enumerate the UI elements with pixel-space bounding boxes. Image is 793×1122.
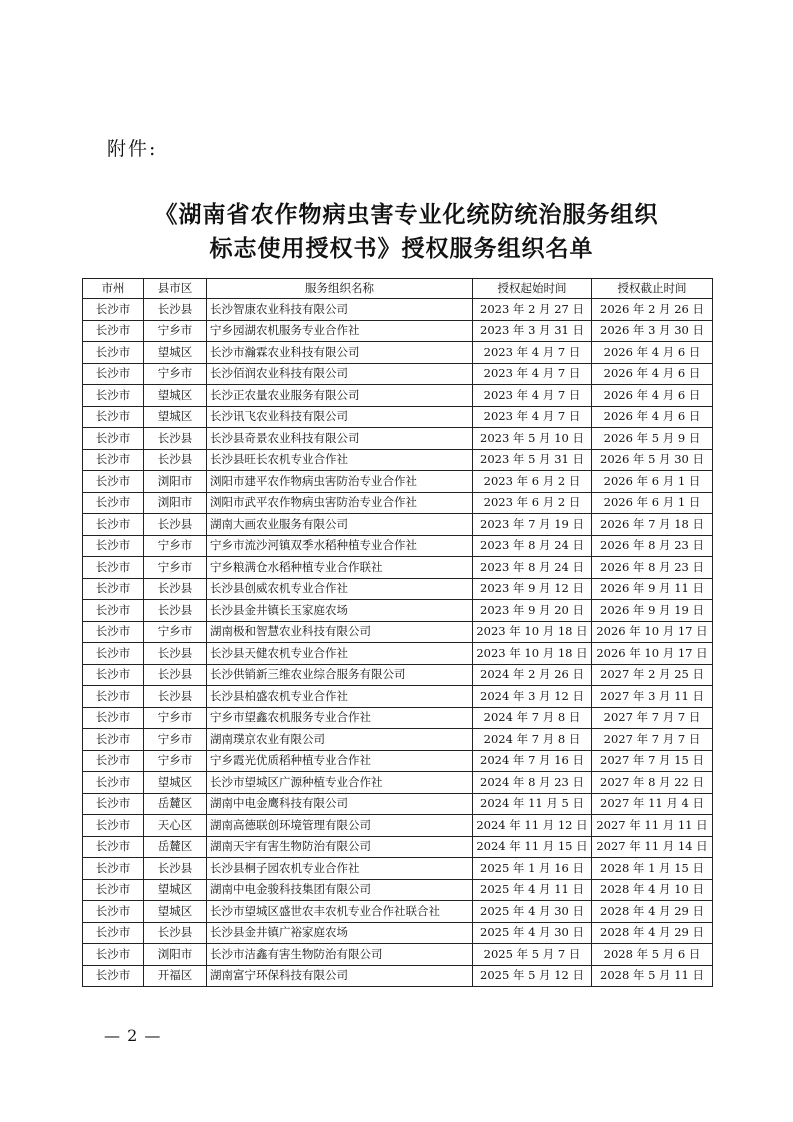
cell-city: 长沙市 [83, 815, 144, 837]
table-row [83, 385, 713, 407]
cell-organization: 宁乡园湖农机服务专业合作社 [207, 320, 473, 342]
table-row [83, 729, 713, 751]
cell-organization: 宁乡市流沙河镇双季水稻种植专业合作社 [207, 535, 473, 557]
cell-start-date: 2024 年 2 月 26 日 [473, 664, 592, 686]
cell-organization: 长沙市望城区盛世农丰农机专业合作社联合社 [207, 901, 473, 923]
cell-start-date: 2023 年 8 月 24 日 [473, 535, 592, 557]
cell-organization: 宁乡粮满仓水稻种植专业合作联社 [207, 557, 473, 579]
cell-organization: 湖南中电金骏科技集团有限公司 [207, 879, 473, 901]
cell-end-date: 2026 年 7 月 18 日 [592, 514, 713, 536]
cell-end-date: 2028 年 4 月 29 日 [592, 922, 713, 944]
cell-county: 长沙县 [144, 686, 207, 708]
cell-county: 宁乡市 [144, 621, 207, 643]
cell-city: 长沙市 [83, 707, 144, 729]
cell-city: 长沙市 [83, 772, 144, 794]
cell-end-date: 2026 年 2 月 26 日 [592, 299, 713, 321]
cell-start-date: 2023 年 10 月 18 日 [473, 643, 592, 665]
cell-organization: 湖南天宇有害生物防治有限公司 [207, 836, 473, 858]
cell-county: 望城区 [144, 385, 207, 407]
cell-county: 宁乡市 [144, 557, 207, 579]
cell-organization: 长沙市洁鑫有害生物防治有限公司 [207, 944, 473, 966]
cell-start-date: 2023 年 8 月 24 日 [473, 557, 592, 579]
table-row [83, 858, 713, 880]
cell-end-date: 2027 年 7 月 7 日 [592, 707, 713, 729]
cell-city: 长沙市 [83, 729, 144, 751]
table-row [83, 922, 713, 944]
cell-start-date: 2023 年 4 月 7 日 [473, 342, 592, 364]
cell-county: 宁乡市 [144, 707, 207, 729]
cell-start-date: 2023 年 4 月 7 日 [473, 406, 592, 428]
cell-end-date: 2027 年 2 月 25 日 [592, 664, 713, 686]
cell-organization: 湖南中电金鹰科技有限公司 [207, 793, 473, 815]
cell-end-date: 2028 年 4 月 29 日 [592, 901, 713, 923]
cell-end-date: 2026 年 4 月 6 日 [592, 406, 713, 428]
cell-city: 长沙市 [83, 793, 144, 815]
cell-county: 望城区 [144, 342, 207, 364]
cell-organization: 湖南大画农业服务有限公司 [207, 514, 473, 536]
cell-end-date: 2028 年 4 月 10 日 [592, 879, 713, 901]
cell-city: 长沙市 [83, 428, 144, 450]
cell-end-date: 2026 年 3 月 30 日 [592, 320, 713, 342]
table-row [83, 836, 713, 858]
cell-end-date: 2027 年 11 月 11 日 [592, 815, 713, 837]
cell-organization: 长沙县旺长农机专业合作社 [207, 449, 473, 471]
cell-start-date: 2025 年 4 月 11 日 [473, 879, 592, 901]
cell-end-date: 2027 年 7 月 15 日 [592, 750, 713, 772]
cell-city: 长沙市 [83, 578, 144, 600]
cell-county: 宁乡市 [144, 320, 207, 342]
cell-city: 长沙市 [83, 664, 144, 686]
table-row [83, 578, 713, 600]
cell-start-date: 2025 年 4 月 30 日 [473, 901, 592, 923]
cell-county: 岳麓区 [144, 793, 207, 815]
table-row [83, 815, 713, 837]
cell-city: 长沙市 [83, 406, 144, 428]
cell-start-date: 2024 年 7 月 16 日 [473, 750, 592, 772]
cell-county: 望城区 [144, 901, 207, 923]
cell-start-date: 2023 年 6 月 2 日 [473, 492, 592, 514]
cell-county: 长沙县 [144, 299, 207, 321]
cell-county: 长沙县 [144, 578, 207, 600]
cell-start-date: 2025 年 5 月 7 日 [473, 944, 592, 966]
cell-organization: 湖南极和智慧农业科技有限公司 [207, 621, 473, 643]
cell-organization: 长沙县柏盛农机专业合作社 [207, 686, 473, 708]
cell-county: 长沙县 [144, 858, 207, 880]
cell-start-date: 2023 年 9 月 20 日 [473, 600, 592, 622]
cell-start-date: 2023 年 7 月 19 日 [473, 514, 592, 536]
cell-end-date: 2027 年 11 月 14 日 [592, 836, 713, 858]
table-row [83, 879, 713, 901]
cell-county: 望城区 [144, 406, 207, 428]
table-row [83, 320, 713, 342]
table-row [83, 621, 713, 643]
cell-city: 长沙市 [83, 363, 144, 385]
cell-end-date: 2027 年 7 月 7 日 [592, 729, 713, 751]
cell-county: 望城区 [144, 879, 207, 901]
cell-end-date: 2026 年 10 月 17 日 [592, 621, 713, 643]
cell-organization: 湖南高德联创环境管理有限公司 [207, 815, 473, 837]
table-row [83, 643, 713, 665]
cell-city: 长沙市 [83, 492, 144, 514]
table-row [83, 363, 713, 385]
cell-organization: 长沙供销新三维农业综合服务有限公司 [207, 664, 473, 686]
table-header-row [83, 279, 713, 299]
cell-city: 长沙市 [83, 750, 144, 772]
table-row [83, 514, 713, 536]
cell-city: 长沙市 [83, 514, 144, 536]
header-start-date: 授权起始时间 [473, 279, 592, 299]
cell-end-date: 2027 年 8 月 22 日 [592, 772, 713, 794]
cell-city: 长沙市 [83, 557, 144, 579]
cell-county: 长沙县 [144, 514, 207, 536]
cell-end-date: 2026 年 4 月 6 日 [592, 342, 713, 364]
cell-city: 长沙市 [83, 449, 144, 471]
cell-organization: 湖南璞京农业有限公司 [207, 729, 473, 751]
table-row [83, 342, 713, 364]
table-row [83, 406, 713, 428]
cell-start-date: 2024 年 8 月 23 日 [473, 772, 592, 794]
table-row [83, 944, 713, 966]
cell-organization: 长沙佰润农业科技有限公司 [207, 363, 473, 385]
cell-city: 长沙市 [83, 858, 144, 880]
cell-organization: 长沙县桐子园农机专业合作社 [207, 858, 473, 880]
cell-end-date: 2026 年 8 月 23 日 [592, 535, 713, 557]
cell-start-date: 2024 年 11 月 12 日 [473, 815, 592, 837]
cell-organization: 长沙县创威农机专业合作社 [207, 578, 473, 600]
cell-county: 宁乡市 [144, 535, 207, 557]
cell-city: 长沙市 [83, 643, 144, 665]
table-row [83, 901, 713, 923]
cell-organization: 长沙市瀚霖农业科技有限公司 [207, 342, 473, 364]
cell-city: 长沙市 [83, 621, 144, 643]
cell-end-date: 2026 年 4 月 6 日 [592, 385, 713, 407]
cell-county: 开福区 [144, 965, 207, 987]
cell-start-date: 2024 年 11 月 5 日 [473, 793, 592, 815]
cell-start-date: 2024 年 11 月 15 日 [473, 836, 592, 858]
cell-county: 长沙县 [144, 449, 207, 471]
cell-start-date: 2025 年 1 月 16 日 [473, 858, 592, 880]
cell-organization: 长沙县天健农机专业合作社 [207, 643, 473, 665]
cell-end-date: 2026 年 5 月 9 日 [592, 428, 713, 450]
cell-organization: 长沙讯飞农业科技有限公司 [207, 406, 473, 428]
authorized-organizations-table [82, 278, 713, 987]
cell-county: 浏阳市 [144, 944, 207, 966]
cell-organization: 浏阳市建平农作物病虫害防治专业合作社 [207, 471, 473, 493]
cell-city: 长沙市 [83, 471, 144, 493]
attachment-label: 附件: [107, 138, 158, 160]
page-number: — 2 — [104, 1026, 162, 1045]
cell-start-date: 2023 年 10 月 18 日 [473, 621, 592, 643]
cell-city: 长沙市 [83, 535, 144, 557]
cell-county: 宁乡市 [144, 729, 207, 751]
cell-start-date: 2023 年 6 月 2 日 [473, 471, 592, 493]
cell-organization: 浏阳市武平农作物病虫害防治专业合作社 [207, 492, 473, 514]
header-end-date: 授权截止时间 [592, 279, 713, 299]
cell-city: 长沙市 [83, 299, 144, 321]
cell-city: 长沙市 [83, 965, 144, 987]
cell-start-date: 2023 年 5 月 10 日 [473, 428, 592, 450]
cell-organization: 长沙市望城区广源种植专业合作社 [207, 772, 473, 794]
table-row [83, 449, 713, 471]
cell-county: 长沙县 [144, 600, 207, 622]
cell-start-date: 2023 年 4 月 7 日 [473, 363, 592, 385]
cell-organization: 长沙县金井镇广裕家庭农场 [207, 922, 473, 944]
cell-organization: 宁乡霞光优质稻种植专业合作社 [207, 750, 473, 772]
cell-end-date: 2026 年 6 月 1 日 [592, 471, 713, 493]
header-county: 县市区 [144, 279, 207, 299]
cell-end-date: 2026 年 9 月 19 日 [592, 600, 713, 622]
cell-start-date: 2023 年 4 月 7 日 [473, 385, 592, 407]
cell-city: 长沙市 [83, 342, 144, 364]
header-organization: 服务组织名称 [207, 279, 473, 299]
table-row [83, 299, 713, 321]
cell-county: 长沙县 [144, 643, 207, 665]
table-row [83, 750, 713, 772]
table-row [83, 535, 713, 557]
table-row [83, 428, 713, 450]
cell-city: 长沙市 [83, 686, 144, 708]
document-title-line-2: 标志使用授权书》授权服务组织名单 [209, 236, 594, 262]
cell-end-date: 2027 年 11 月 4 日 [592, 793, 713, 815]
cell-organization: 长沙县金井镇长玉家庭农场 [207, 600, 473, 622]
cell-start-date: 2023 年 5 月 31 日 [473, 449, 592, 471]
table-row [83, 686, 713, 708]
table-row [83, 772, 713, 794]
cell-end-date: 2028 年 1 月 15 日 [592, 858, 713, 880]
cell-city: 长沙市 [83, 901, 144, 923]
cell-city: 长沙市 [83, 944, 144, 966]
cell-end-date: 2026 年 10 月 17 日 [592, 643, 713, 665]
cell-city: 长沙市 [83, 600, 144, 622]
cell-county: 长沙县 [144, 922, 207, 944]
cell-organization: 宁乡市望鑫农机服务专业合作社 [207, 707, 473, 729]
cell-city: 长沙市 [83, 922, 144, 944]
cell-start-date: 2023 年 9 月 12 日 [473, 578, 592, 600]
cell-end-date: 2026 年 5 月 30 日 [592, 449, 713, 471]
cell-end-date: 2028 年 5 月 6 日 [592, 944, 713, 966]
document-title-line-1: 《湖南省农作物病虫害专业化统防统治服务组织 [154, 202, 659, 228]
cell-city: 长沙市 [83, 385, 144, 407]
cell-end-date: 2027 年 3 月 11 日 [592, 686, 713, 708]
table-row [83, 492, 713, 514]
cell-city: 长沙市 [83, 879, 144, 901]
cell-end-date: 2026 年 9 月 11 日 [592, 578, 713, 600]
cell-organization: 长沙县奇景农业科技有限公司 [207, 428, 473, 450]
table-row [83, 600, 713, 622]
cell-end-date: 2026 年 8 月 23 日 [592, 557, 713, 579]
cell-county: 浏阳市 [144, 492, 207, 514]
table-row [83, 557, 713, 579]
cell-start-date: 2025 年 5 月 12 日 [473, 965, 592, 987]
cell-city: 长沙市 [83, 320, 144, 342]
cell-county: 浏阳市 [144, 471, 207, 493]
cell-start-date: 2024 年 7 月 8 日 [473, 707, 592, 729]
cell-county: 望城区 [144, 772, 207, 794]
cell-start-date: 2024 年 3 月 12 日 [473, 686, 592, 708]
header-city: 市州 [83, 279, 144, 299]
cell-end-date: 2026 年 4 月 6 日 [592, 363, 713, 385]
table-row [83, 707, 713, 729]
cell-start-date: 2024 年 7 月 8 日 [473, 729, 592, 751]
cell-start-date: 2025 年 4 月 30 日 [473, 922, 592, 944]
cell-organization: 长沙智康农业科技有限公司 [207, 299, 473, 321]
cell-organization: 湖南富宁环保科技有限公司 [207, 965, 473, 987]
cell-county: 长沙县 [144, 428, 207, 450]
cell-start-date: 2023 年 3 月 31 日 [473, 320, 592, 342]
cell-county: 宁乡市 [144, 363, 207, 385]
table-row [83, 471, 713, 493]
table-row [83, 965, 713, 987]
cell-start-date: 2023 年 2 月 27 日 [473, 299, 592, 321]
table-row [83, 793, 713, 815]
cell-end-date: 2028 年 5 月 11 日 [592, 965, 713, 987]
table-row [83, 664, 713, 686]
cell-county: 天心区 [144, 815, 207, 837]
table-body [83, 299, 713, 987]
cell-organization: 长沙正农量农业服务有限公司 [207, 385, 473, 407]
cell-county: 宁乡市 [144, 750, 207, 772]
cell-county: 长沙县 [144, 664, 207, 686]
cell-city: 长沙市 [83, 836, 144, 858]
cell-county: 岳麓区 [144, 836, 207, 858]
cell-end-date: 2026 年 6 月 1 日 [592, 492, 713, 514]
